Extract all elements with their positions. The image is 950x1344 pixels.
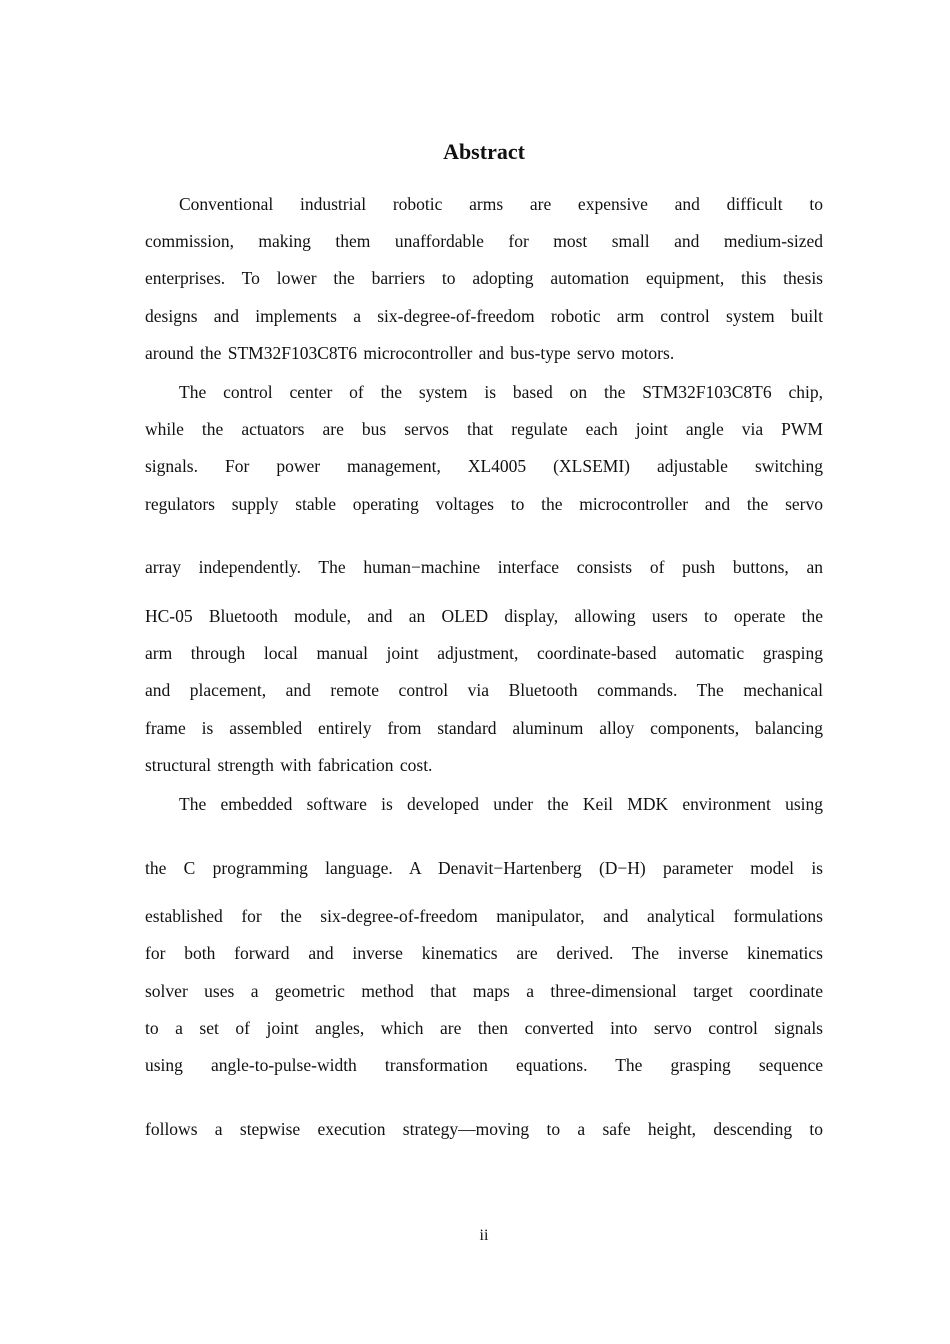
text-line-15: structural strength with fabrication cost. [145, 755, 433, 775]
text-line-12: arm through local manual joint adjustment, coordinate-based automatic grasping [145, 643, 823, 663]
text-line-3: enterprises. To lower the barriers to adopting automation equipment, this thesis [145, 268, 823, 288]
text-line-23: follows a stepwise execution strategy—moving to a safe height, descending to [145, 1119, 823, 1139]
text-line-2: commission, making them unaffordable for most small and medium-sized [145, 231, 823, 251]
text-line-6: The control center of the system is based on the STM32F103C8T6 chip, [179, 382, 823, 402]
text-line-5: around the STM32F103C8T6 microcontroller and bus-type servo motors. [145, 343, 675, 363]
text-line-4: designs and implements a six-degree-of-freedom robotic arm control system built [145, 306, 823, 326]
text-line-14: frame is assembled entirely from standard aluminum alloy components, balancing [145, 718, 823, 738]
text-line-7: while the actuators are bus servos that regulate each joint angle via PWM [145, 419, 823, 439]
text-line-11: HC-05 Bluetooth module, and an OLED display, allowing users to operate the [145, 606, 823, 626]
text-line-20: solver uses a geometric method that maps a three-dimensional target coordinate [145, 981, 823, 1001]
text-line-17: the C programming language. A Denavit−Hartenberg (D−H) parameter model is [145, 858, 823, 878]
text-line-21: to a set of joint angles, which are then converted into servo control signals [145, 1018, 823, 1038]
text-line-13: and placement, and remote control via Bluetooth commands. The mechanical [145, 680, 823, 700]
text-line-10: array independently. The human−machine interface consists of push buttons, an [145, 557, 823, 577]
page-number: ii [479, 1227, 489, 1244]
page-title: Abstract [443, 139, 525, 164]
text-line-18: established for the six-degree-of-freedom manipulator, and analytical formulations [145, 906, 823, 926]
text-line-22: using angle-to-pulse-width transformation equations. The grasping sequence [145, 1055, 823, 1075]
text-line-1: Conventional industrial robotic arms are expensive and difficult to [179, 194, 823, 214]
text-line-9: regulators supply stable operating voltages to the microcontroller and the servo [145, 494, 823, 514]
text-line-19: for both forward and inverse kinematics are derived. The inverse kinematics [145, 943, 823, 963]
text-line-16: The embedded software is developed under the Keil MDK environment using [179, 794, 823, 814]
text-line-8: signals. For power management, XL4005 (XLSEMI) adjustable switching [145, 456, 823, 476]
